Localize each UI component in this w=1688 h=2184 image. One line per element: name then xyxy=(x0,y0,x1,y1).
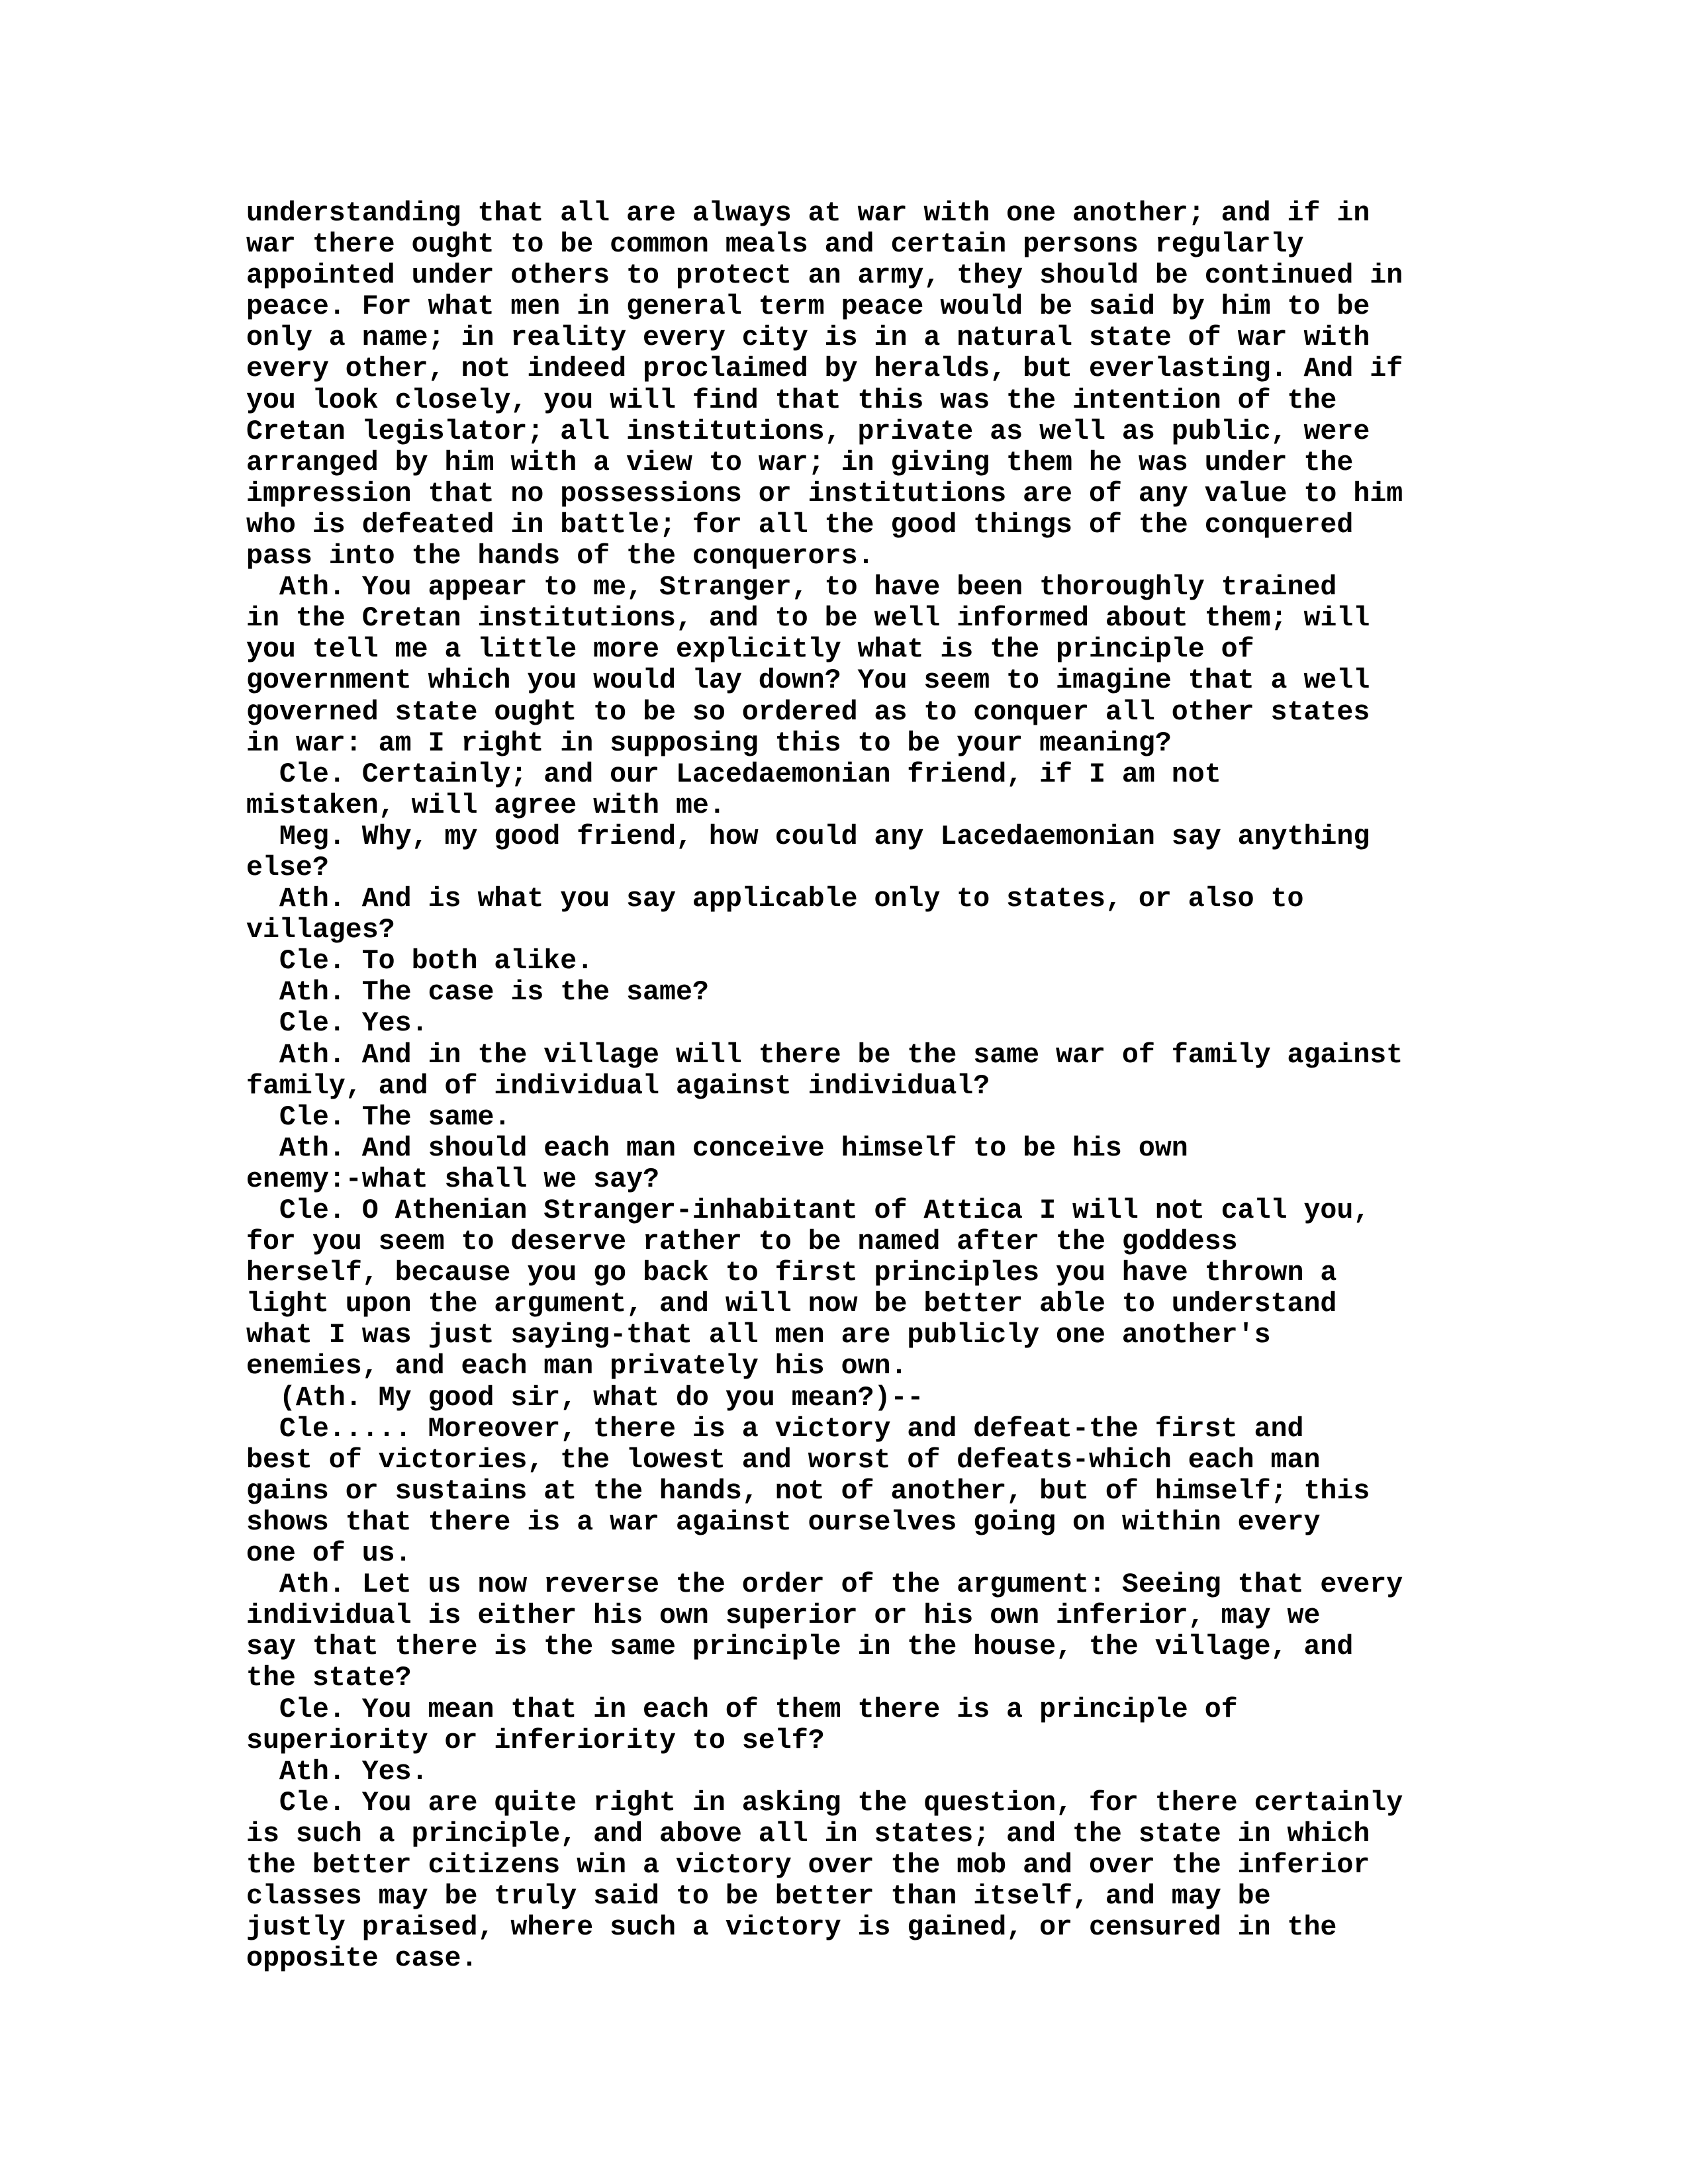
text-line: Meg. Why, my good friend, how could any Lacedaemonian say anything xyxy=(246,821,1370,852)
text-line: the better citizens win a victory over the mob and over the inferior xyxy=(246,1849,1370,1881)
text-line: every other, not indeed proclaimed by heralds, but everlasting. And if xyxy=(246,353,1403,385)
text-line: family, and of individual against individual? xyxy=(246,1070,990,1102)
text-line: appointed under others to protect an army, they should be continued in xyxy=(246,260,1403,292)
text-line: is such a principle, and above all in states; and the state in which xyxy=(246,1818,1370,1850)
text-line: pass into the hands of the conquerors. xyxy=(246,541,874,572)
text-line: understanding that all are always at war with one another; and if in xyxy=(246,198,1370,229)
text-line: Cretan legislator; all institutions, private as well as public, were xyxy=(246,416,1370,447)
text-line: best of victories, the lowest and worst of defeats-which each man xyxy=(246,1444,1321,1476)
text-line: war there ought to be common meals and certain persons regularly xyxy=(246,229,1304,261)
text-line: herself, because you go back to first principles you have thrown a xyxy=(246,1257,1337,1289)
text-line: superiority or inferiority to self? xyxy=(246,1725,825,1756)
text-line: Cle..... Moreover, there is a victory and defeat-the first and xyxy=(246,1413,1304,1445)
text-line: classes may be truly said to be better than itself, and may be xyxy=(246,1881,1271,1913)
text-line: Ath. Let us now reverse the order of the argument: Seeing that every xyxy=(246,1569,1403,1601)
text-line: Ath. And should each man conceive himself to be his own xyxy=(246,1132,1188,1164)
text-line: you look closely, you will find that this was the intention of the xyxy=(246,385,1337,416)
text-line: opposite case. xyxy=(246,1943,478,1975)
text-line: Cle. Yes. xyxy=(246,1008,428,1040)
text-line: individual is either his own superior or his own inferior, may we xyxy=(246,1600,1321,1632)
text-line: in war: am I right in supposing this to be your meaning? xyxy=(246,727,1172,759)
text-line: who is defeated in battle; for all the good things of the conquered xyxy=(246,509,1354,541)
text-line: arranged by him with a view to war; in giving them he was under the xyxy=(246,447,1354,478)
text-line: (Ath. My good sir, what do you mean?)-- xyxy=(246,1382,924,1414)
text-line: you tell me a little more explicitly what is the principle of xyxy=(246,634,1254,666)
text-line: say that there is the same principle in the house, the village, and xyxy=(246,1631,1354,1663)
text-line: Cle. The same. xyxy=(246,1101,511,1133)
text-line: justly praised, where such a victory is gained, or censured in the xyxy=(246,1912,1337,1944)
text-line: in the Cretan institutions, and to be well informed about them; will xyxy=(246,603,1370,635)
text-line: Ath. The case is the same? xyxy=(246,977,709,1009)
text-line: Ath. You appear to me, Stranger, to have been thoroughly trained xyxy=(246,572,1337,604)
text-line: Ath. Yes. xyxy=(246,1756,428,1788)
text-line: else? xyxy=(246,852,329,884)
text-line: Cle. You are quite right in asking the question, for there certainly xyxy=(246,1787,1403,1819)
text-line: mistaken, will agree with me. xyxy=(246,790,726,821)
text-line: governed state ought to be so ordered as to conquer all other states xyxy=(246,696,1370,728)
text-line: the state? xyxy=(246,1662,412,1694)
text-line: gains or sustains at the hands, not of another, but of himself; this xyxy=(246,1475,1370,1507)
text-line: Cle. To both alike. xyxy=(246,946,594,978)
text-line: one of us. xyxy=(246,1538,412,1570)
text-line: impression that no possessions or institutions are of any value to him xyxy=(246,478,1403,510)
text-line: Ath. And is what you say applicable only to states, or also to xyxy=(246,884,1304,915)
text-line: government which you would lay down? You seem to imagine that a well xyxy=(246,665,1370,697)
text-line: what I was just saying-that all men are publicly one another's xyxy=(246,1320,1271,1351)
text-line: Ath. And in the village will there be the same war of family against xyxy=(246,1039,1403,1071)
text-line: light upon the argument, and will now be better able to understand xyxy=(246,1289,1337,1320)
text-line: villages? xyxy=(246,915,395,946)
text-line: Cle. Certainly; and our Lacedaemonian friend, if I am not xyxy=(246,758,1221,790)
text-line: enemies, and each man privately his own. xyxy=(246,1351,908,1383)
text-line: only a name; in reality every city is in a natural state of war with xyxy=(246,322,1370,354)
text-line: enemy:-what shall we say? xyxy=(246,1163,660,1195)
text-line: Cle. O Athenian Stranger-inhabitant of Attica I will not call you, xyxy=(246,1195,1370,1226)
text-line: peace. For what men in general term peace would be said by him to be xyxy=(246,291,1370,323)
text-line: for you seem to deserve rather to be named after the goddess xyxy=(246,1226,1238,1258)
text-line: shows that there is a war against ourselves going on within every xyxy=(246,1506,1321,1538)
text-line: Cle. You mean that in each of them there is a principle of xyxy=(246,1694,1238,1725)
body-text xyxy=(246,198,1403,1974)
